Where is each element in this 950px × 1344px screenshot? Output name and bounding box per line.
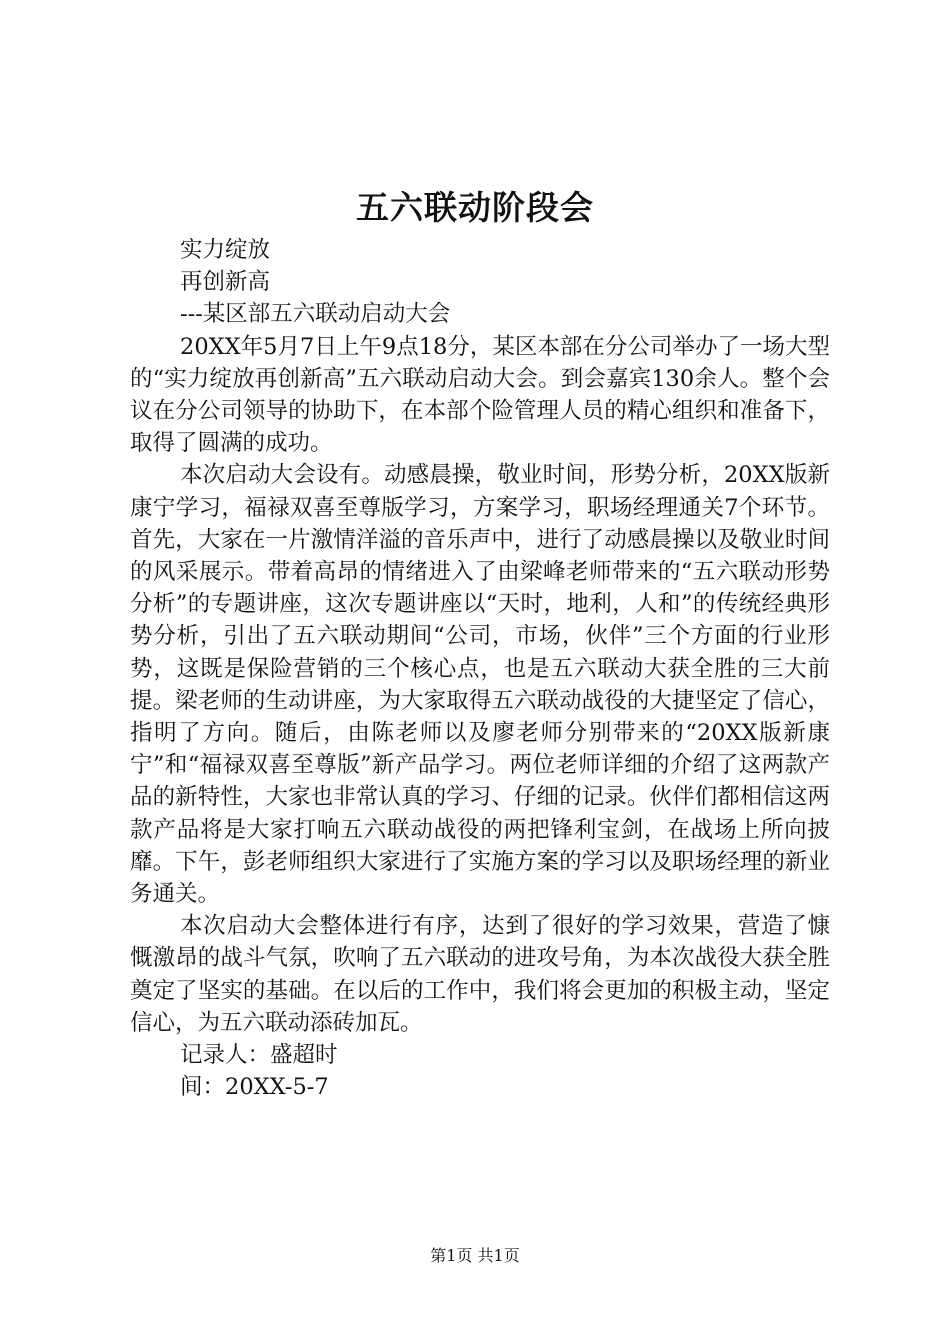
document-body xyxy=(130,234,830,1103)
time-line: 间：20XX-5-7 xyxy=(180,1074,329,1101)
paragraph-1: 20XX年5月7日上午9点18分，某区本部在分公司举办了一场大型的“实力绽放再创新高”五六联动启动大会。到会嘉宾130余人。整个会议在分公司领导的协助下，在本部个险管理人员的精心组织和准备下，取得了圆满的成功。 xyxy=(130,333,830,457)
recorder-line: 记录人：盛超时 xyxy=(180,1042,338,1069)
document-title: 五六联动阶段会 xyxy=(356,188,594,227)
page-footer: 第1页 共1页 xyxy=(430,1246,520,1265)
subtitle-line-3: ---某区部五六联动启动大会 xyxy=(180,301,451,328)
paragraph-3: 本次启动大会整体进行有序，达到了很好的学习效果，营造了慷慨激昂的战斗气氛，吹响了五六联动的进攻号角，为本次战役大获全胜奠定了坚实的基础。在以后的工作中，我们将会更加的积极主动，坚定信心，为五六联动添砖加瓦。 xyxy=(130,913,830,1036)
subtitle-line-2: 再创新高 xyxy=(180,269,271,296)
subtitle-line-1: 实力绽放 xyxy=(180,237,271,263)
paragraph-2: 本次启动大会设有。动感晨操，敬业时间，形势分析，20XX版新康宁学习，福禄双喜至尊版学习，方案学习，职场经理通关7个环节。首先，大家在一片激情洋溢的音乐声中，进行了动感晨操以及敬业时间的风采展示。带着高昂的情绪进入了由梁峰老师带来的“五六联动形势分析”的专题讲座，这次专题讲座以“天时，地利，人和”的传统经典形势分析，引出了五六联动期间“公司，市场，伙伴”三个方面的行业形势，这既是保险营销的三个核心点，也是五六联动大获全胜的三大前提。梁老师的生动讲座，为大家取得五六联动战役的大捷坚定了信心，指明了方向。随后，由陈老师以及廖老师分别带来的“20XX版新康宁”和“福禄双喜至尊版”新产品学习。两位老师详细的介绍了这两款产品的新特性，大家也非常认真的学习、仔细的记录。伙伴们都相信这两款产品将是大家打响五六联动战役的两把锋利宝剑，在战场上所向披靡。下午，彭老师组织大家进行了实施方案的学习以及职场经理的新业务通关。 xyxy=(130,462,830,908)
